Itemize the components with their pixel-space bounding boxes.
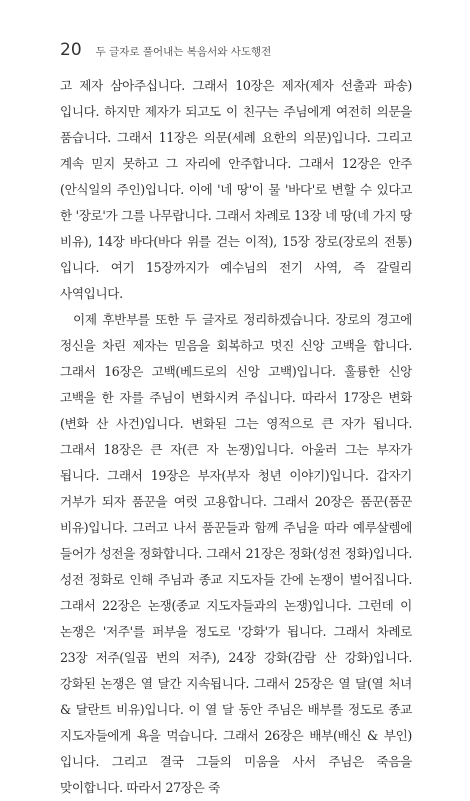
body-text	[60, 73, 412, 801]
page-header	[60, 40, 271, 60]
running-title: 두 글자로 풀어내는 복음서와 사도행전	[95, 46, 272, 58]
page-number: 20	[60, 40, 82, 60]
paragraph: 이제 후반부를 또한 두 글자로 정리하겠습니다. 장로의 경고에 정신을 차린 제자는 믿음을 회복하고 멋진 신앙 고백을 합니다. 그래서 16장은 고백(베드로의 신앙 고백)입니다. 훌륭한 신앙 고백을 한 자를 주님이 변화시켜 주십니다. 따라서 17장은 변화(변화 산 사건)입니다. 변화된 그는 영적으로 큰 자가 됩니다. 그래서 18장은 큰 자(큰 자 논쟁)입니다. 아울러 그는 부자가 됩니다. 그래서 19장은 부자(부자 청년 이야기)입니다. 갑자기 거부가 되자 품꾼을 여럿 고용합니다. 그래서 20장은 품꾼(품꾼 비유)입니다. 그러고 나서 품꾼들과 함께 주님을 따라 예루살렘에 들어가 성전을 정화합니다. 그래서 21장은 정화(성전 정화)입니다. 성전 정화로 인해 주님과 종교 지도자들 간에 논쟁이 벌어집니다. 그래서 22장은 논쟁(종교 지도자들과의 논쟁)입니다. 그런데 이 논쟁은 '저주'를 퍼부을 정도로 '강화'가 됩니다. 그래서 차례로 23장 저주(일곱 번의 저주), 24장 강화(감람 산 강화)입니다. 강화된 논쟁은 열 달간 지속됩니다. 그래서 25장은 열 달(열 처녀 & 달란트 비유)입니다. 이 열 달 동안 주님은 배부를 정도로 종교 지도자들에게 욕을 먹습니다. 그래서 26장은 배부(배신 & 부인)입니다. 그리고 결국 그들의 미움을 사서 주님은 죽음을 맞이합니다. 따라서 27장은 죽	[60, 312, 412, 795]
paragraph: 고 제자 삼아주십니다. 그래서 10장은 제자(제자 선출과 파송)입니다. 하지만 제자가 되고도 이 친구는 주님에게 여전히 의문을 품습니다. 그래서 11장은 의문(세례 요한의 의문)입니다. 그리고 계속 믿지 못하고 그 자리에 안주합니다. 그래서 12장은 안주(안식일의 주인)입니다. 이에 '네 땅'이 물 '바다'로 변할 수 있다고 한 '장로'가 그를 나무랍니다. 그래서 차례로 13장 네 땅(네 가지 땅 비유), 14장 바다(바다 위를 걷는 이적), 15장 장로(장로의 전통)입니다. 여기 15장까지가 예수님의 전기 사역, 즉 갈릴리 사역입니다.	[60, 78, 412, 301]
